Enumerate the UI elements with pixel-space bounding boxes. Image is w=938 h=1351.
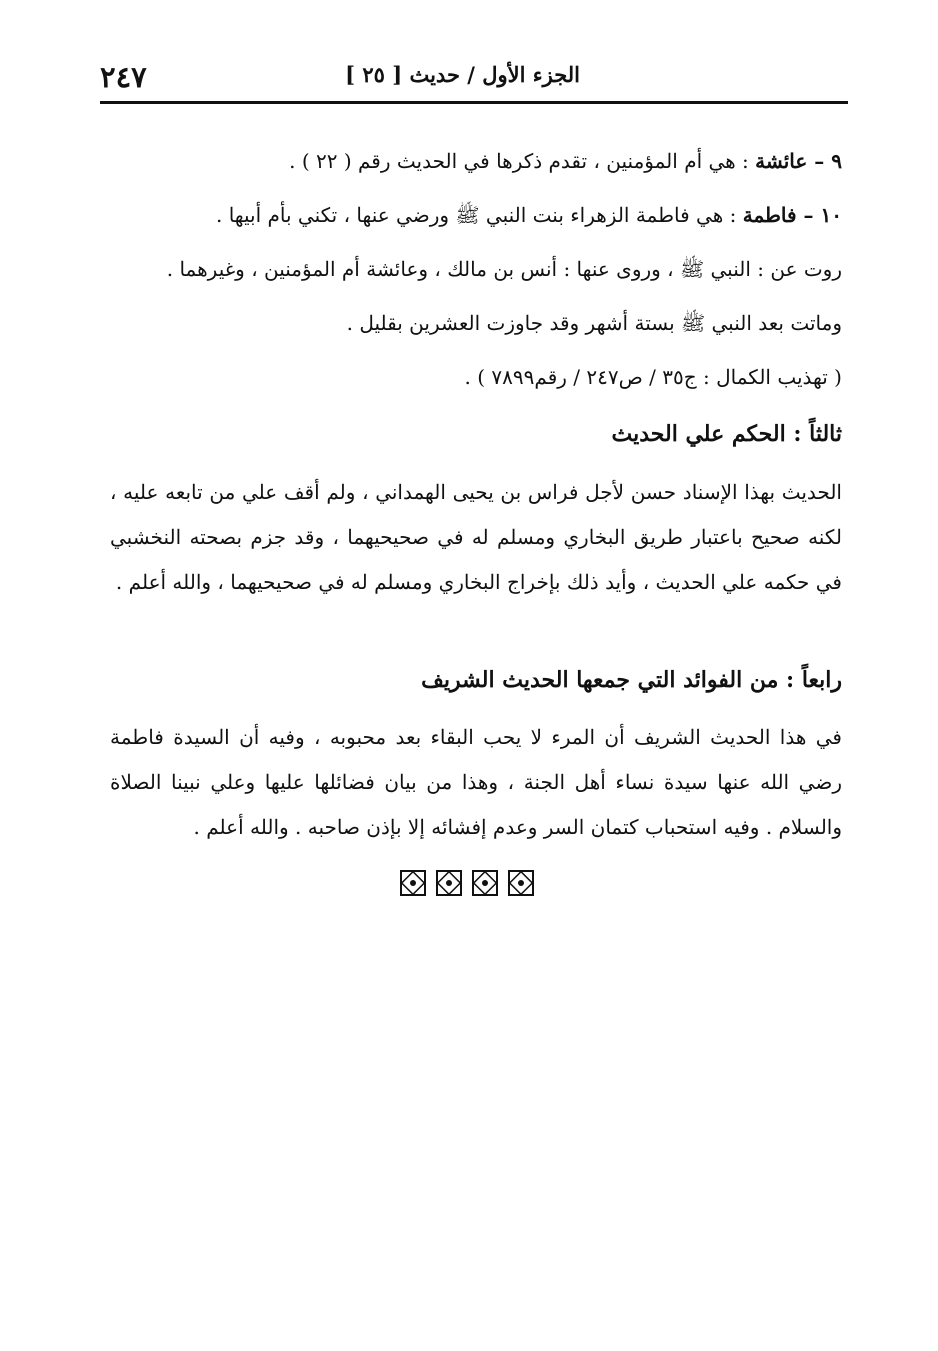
header-title: الجزء الأول / حديث [ ٢٥ ] [345, 62, 580, 87]
entry-10-death: وماتت بعد النبي ﷺ بستة أشهر وقد جاوزت العشرين بقليل . [346, 311, 842, 335]
entry-10-text: : هي فاطمة الزهراء بنت النبي ﷺ ورضي عنها ، تكني بأم أبيها . [215, 203, 743, 227]
entry-9 [289, 146, 842, 176]
section-4-heading: رابعاً : من الفوائد التي جمعها الحديث الشريف [421, 667, 842, 693]
decorative-knot-icon [436, 870, 462, 896]
entry-9-term: ٩ – عائشة [755, 149, 842, 173]
entry-10 [216, 200, 842, 230]
entry-10-reference: ( تهذيب الكمال : ج٣٥ / ص٢٤٧ / رقم٧٨٩٩ ) . [464, 365, 842, 389]
running-header [100, 60, 848, 100]
decorative-knot-icon [472, 870, 498, 896]
section-3-heading: ثالثاً : الحكم علي الحديث [611, 421, 842, 447]
section-4-body: في هذا الحديث الشريف أن المرء لا يحب البقاء بعد محبوبه ، وفيه أن السيدة فاطمة رضي الله عنها سيدة نساء أهل الجنة ، وهذا من بيان فضائلها عليها وعلي نبينا الصلاة والسلام . وفيه استحباب كتمان السر وعدم إفشائه إلا بإذن صاحبه . والله أعلم . [110, 725, 842, 839]
decorative-knot-icon [508, 870, 534, 896]
entry-9-text: : هي أم المؤمنين ، تقدم ذكرها في الحديث رقم ( ٢٢ ) . [289, 149, 756, 173]
section-3-body: الحديث بهذا الإسناد حسن لأجل فراس بن يحيى الهمداني ، ولم أقف علي من تابعه عليه ، لكنه صحيح باعتبار طريق البخاري ومسلم له في صحيحيهما ، وقد جزم بصحته النخشبي في حكمه علي الحديث ، وأيد ذلك بإخراج البخاري ومسلم له في صحيحيهما ، والله أعلم . [110, 480, 842, 594]
page-number: ٢٤٧ [100, 60, 147, 94]
end-ornament [400, 870, 550, 900]
header-rule [100, 101, 848, 104]
decorative-knot-icon [400, 870, 426, 896]
entry-10-narrators: روت عن : النبي ﷺ ، وروى عنها : أنس بن مالك ، وعائشة أم المؤمنين ، وغيرهما . [166, 257, 842, 281]
entry-10-term: ١٠ – فاطمة [742, 203, 842, 227]
